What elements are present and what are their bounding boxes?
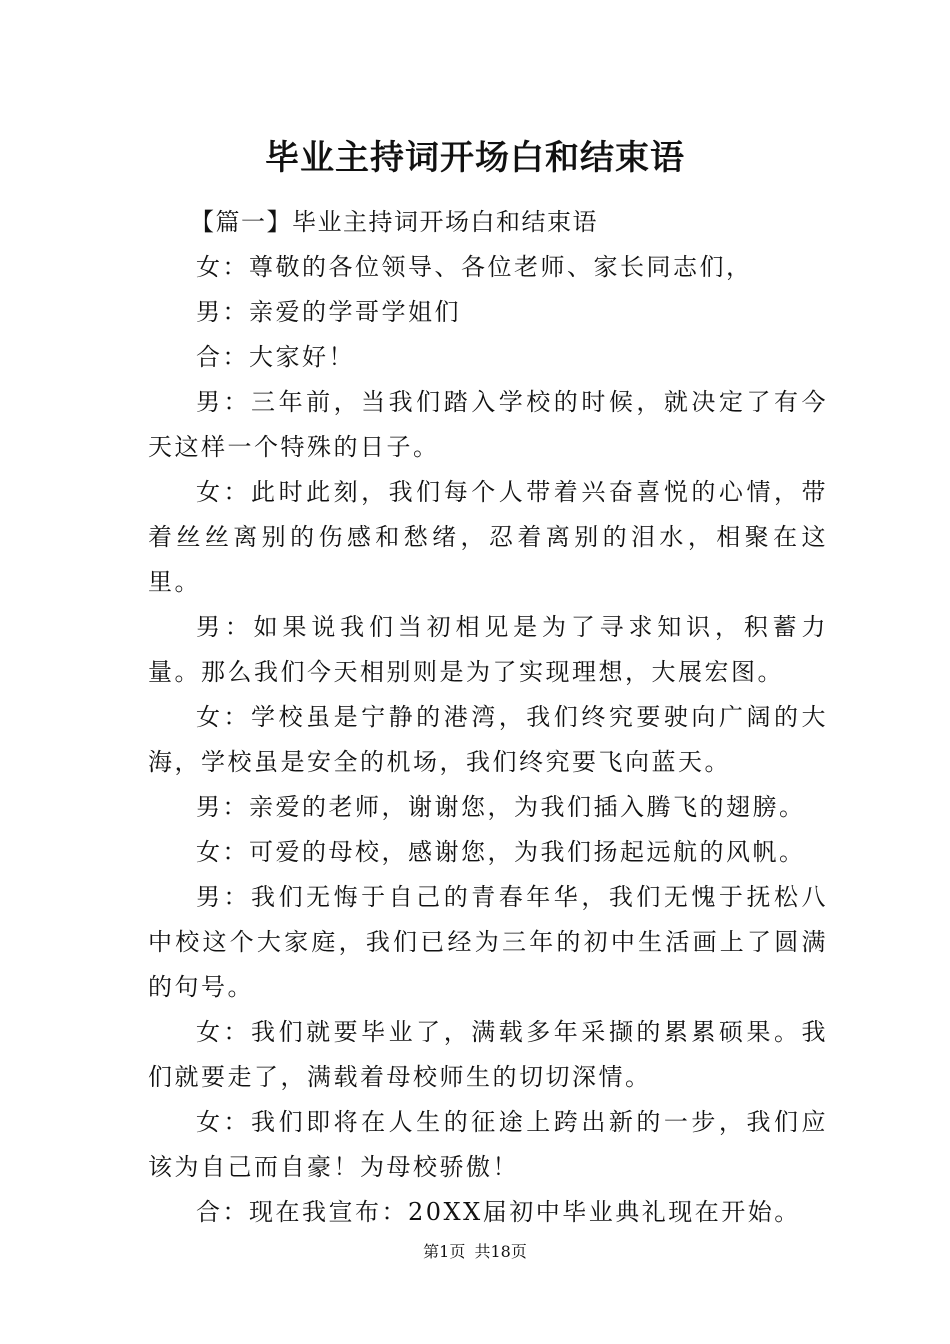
paragraph: 女：尊敬的各位领导、各位老师、家长同志们， bbox=[196, 253, 753, 281]
page-footer bbox=[0, 1240, 950, 1264]
paragraph: 男：我们无悔于自己的青春年华，我们无愧于抚松八中校这个大家庭，我们已经为三年的初中生活画上了圆满的句号。 bbox=[148, 883, 828, 1001]
paragraph: 合：现在我宣布：20XX届初中毕业典礼现在开始。 bbox=[196, 1198, 801, 1226]
paragraph: 男：亲爱的学哥学姐们 bbox=[196, 298, 461, 326]
paragraph: 女：学校虽是宁静的港湾，我们终究要驶向广阔的大海，学校虽是安全的机场，我们终究要飞向蓝天。 bbox=[148, 703, 828, 776]
paragraph: 合：大家好！ bbox=[196, 343, 355, 371]
paragraph: 女：我们即将在人生的征途上跨出新的一步，我们应该为自己而自豪！为母校骄傲！ bbox=[148, 1108, 828, 1181]
document-title: 毕业主持词开场白和结束语 bbox=[265, 138, 685, 178]
paragraph: 女：我们就要毕业了，满载多年采撷的累累硕果。我们就要走了，满载着母校师生的切切深情。 bbox=[148, 1018, 828, 1091]
page-total: 共18页 bbox=[474, 1242, 527, 1261]
paragraph: 女：此时此刻，我们每个人带着兴奋喜悦的心情，带着丝丝离别的伤感和愁绪，忍着离别的泪水，相聚在这里。 bbox=[148, 478, 828, 596]
section-heading: 【篇一】毕业主持词开场白和结束语 bbox=[190, 208, 598, 236]
paragraph: 男：亲爱的老师，谢谢您，为我们插入腾飞的翅膀。 bbox=[196, 793, 806, 821]
paragraph: 男：如果说我们当初相见是为了寻求知识，积蓄力量。那么我们今天相别则是为了实现理想，大展宏图。 bbox=[148, 613, 828, 686]
document-body bbox=[148, 200, 828, 1235]
page-number: 第1页 bbox=[423, 1242, 466, 1261]
paragraph: 女：可爱的母校，感谢您，为我们扬起远航的风帆。 bbox=[196, 838, 806, 866]
paragraph: 男：三年前，当我们踏入学校的时候，就决定了有今天这样一个特殊的日子。 bbox=[148, 388, 828, 461]
